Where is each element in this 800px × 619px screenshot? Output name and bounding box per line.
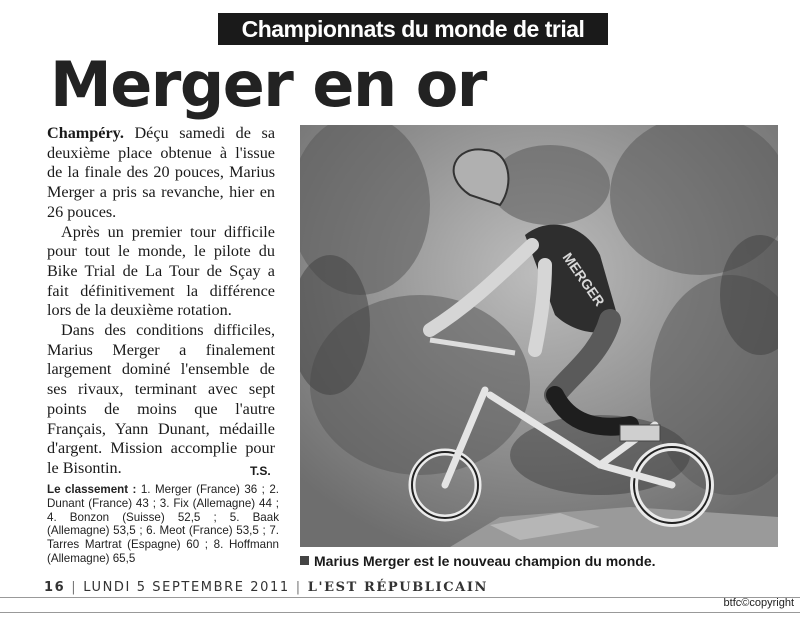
footer-separator: | bbox=[295, 580, 302, 595]
page-number: 16 bbox=[44, 580, 66, 595]
headline: Merger en or bbox=[50, 48, 486, 121]
newspaper-name: L'EST RÉPUBLICAIN bbox=[307, 580, 488, 595]
photo-caption bbox=[300, 552, 780, 570]
footer-separator: | bbox=[71, 580, 78, 595]
rider-photo bbox=[300, 125, 778, 547]
author-initials: T.S. bbox=[250, 464, 271, 478]
ranking-box bbox=[47, 483, 279, 566]
article-body bbox=[47, 124, 275, 479]
article-paragraph: Dans des conditions difficiles, Marius Merger a finalement largement dominé l'ensemble de ses rivaux, terminant avec sept points de moins que l'autre Français, Yann Dunant, médaille d'argent. Mission accomplie pour le Bisontin. bbox=[47, 321, 275, 477]
footer-rule bbox=[0, 597, 800, 598]
ranking-label: Le classement : bbox=[47, 483, 137, 496]
kicker-banner: Championnats du monde de trial bbox=[218, 13, 608, 45]
article-paragraph bbox=[47, 124, 275, 223]
copyright-notice: btfc©copyright bbox=[723, 597, 794, 609]
footer-rule bbox=[0, 612, 800, 613]
article-paragraph: Après un premier tour difficile pour tout le monde, le pilote du Bike Trial de La Tour de Sçay a fait définitivement la différence lors de la deuxième rotation. bbox=[47, 222, 275, 320]
jersey-text: MERGER bbox=[559, 249, 608, 310]
trial-bike-photo-illustration bbox=[300, 125, 778, 547]
paragraph-text: Déçu samedi de sa deuxième place obtenue à l'issue de la finale des 20 pouces, Marius Merger a pris sa revanche, hier en 26 pouces. bbox=[47, 124, 275, 221]
issue-date: LUNDI 5 SEPTEMBRE 2011 bbox=[83, 580, 290, 595]
caption-square-icon bbox=[300, 556, 309, 565]
ranking-text: 1. Merger (France) 36 ; 2. Dunant (France) 43 ; 3. Fix (Allemagne) 44 ; 4. Bonzon (Suisse) 52,5 ; 5. Baak (Allemagne) 53,5 ; 6. Meot (France) 53,5 ; 7. Tarres Martrat (Espagne) 60 ; 8. Hoffmann (Allemagne) 65,5 bbox=[47, 483, 279, 565]
page-footer bbox=[44, 580, 488, 595]
dateline: Champéry. bbox=[47, 124, 124, 142]
caption-text: Marius Merger est le nouveau champion du monde. bbox=[314, 553, 656, 569]
